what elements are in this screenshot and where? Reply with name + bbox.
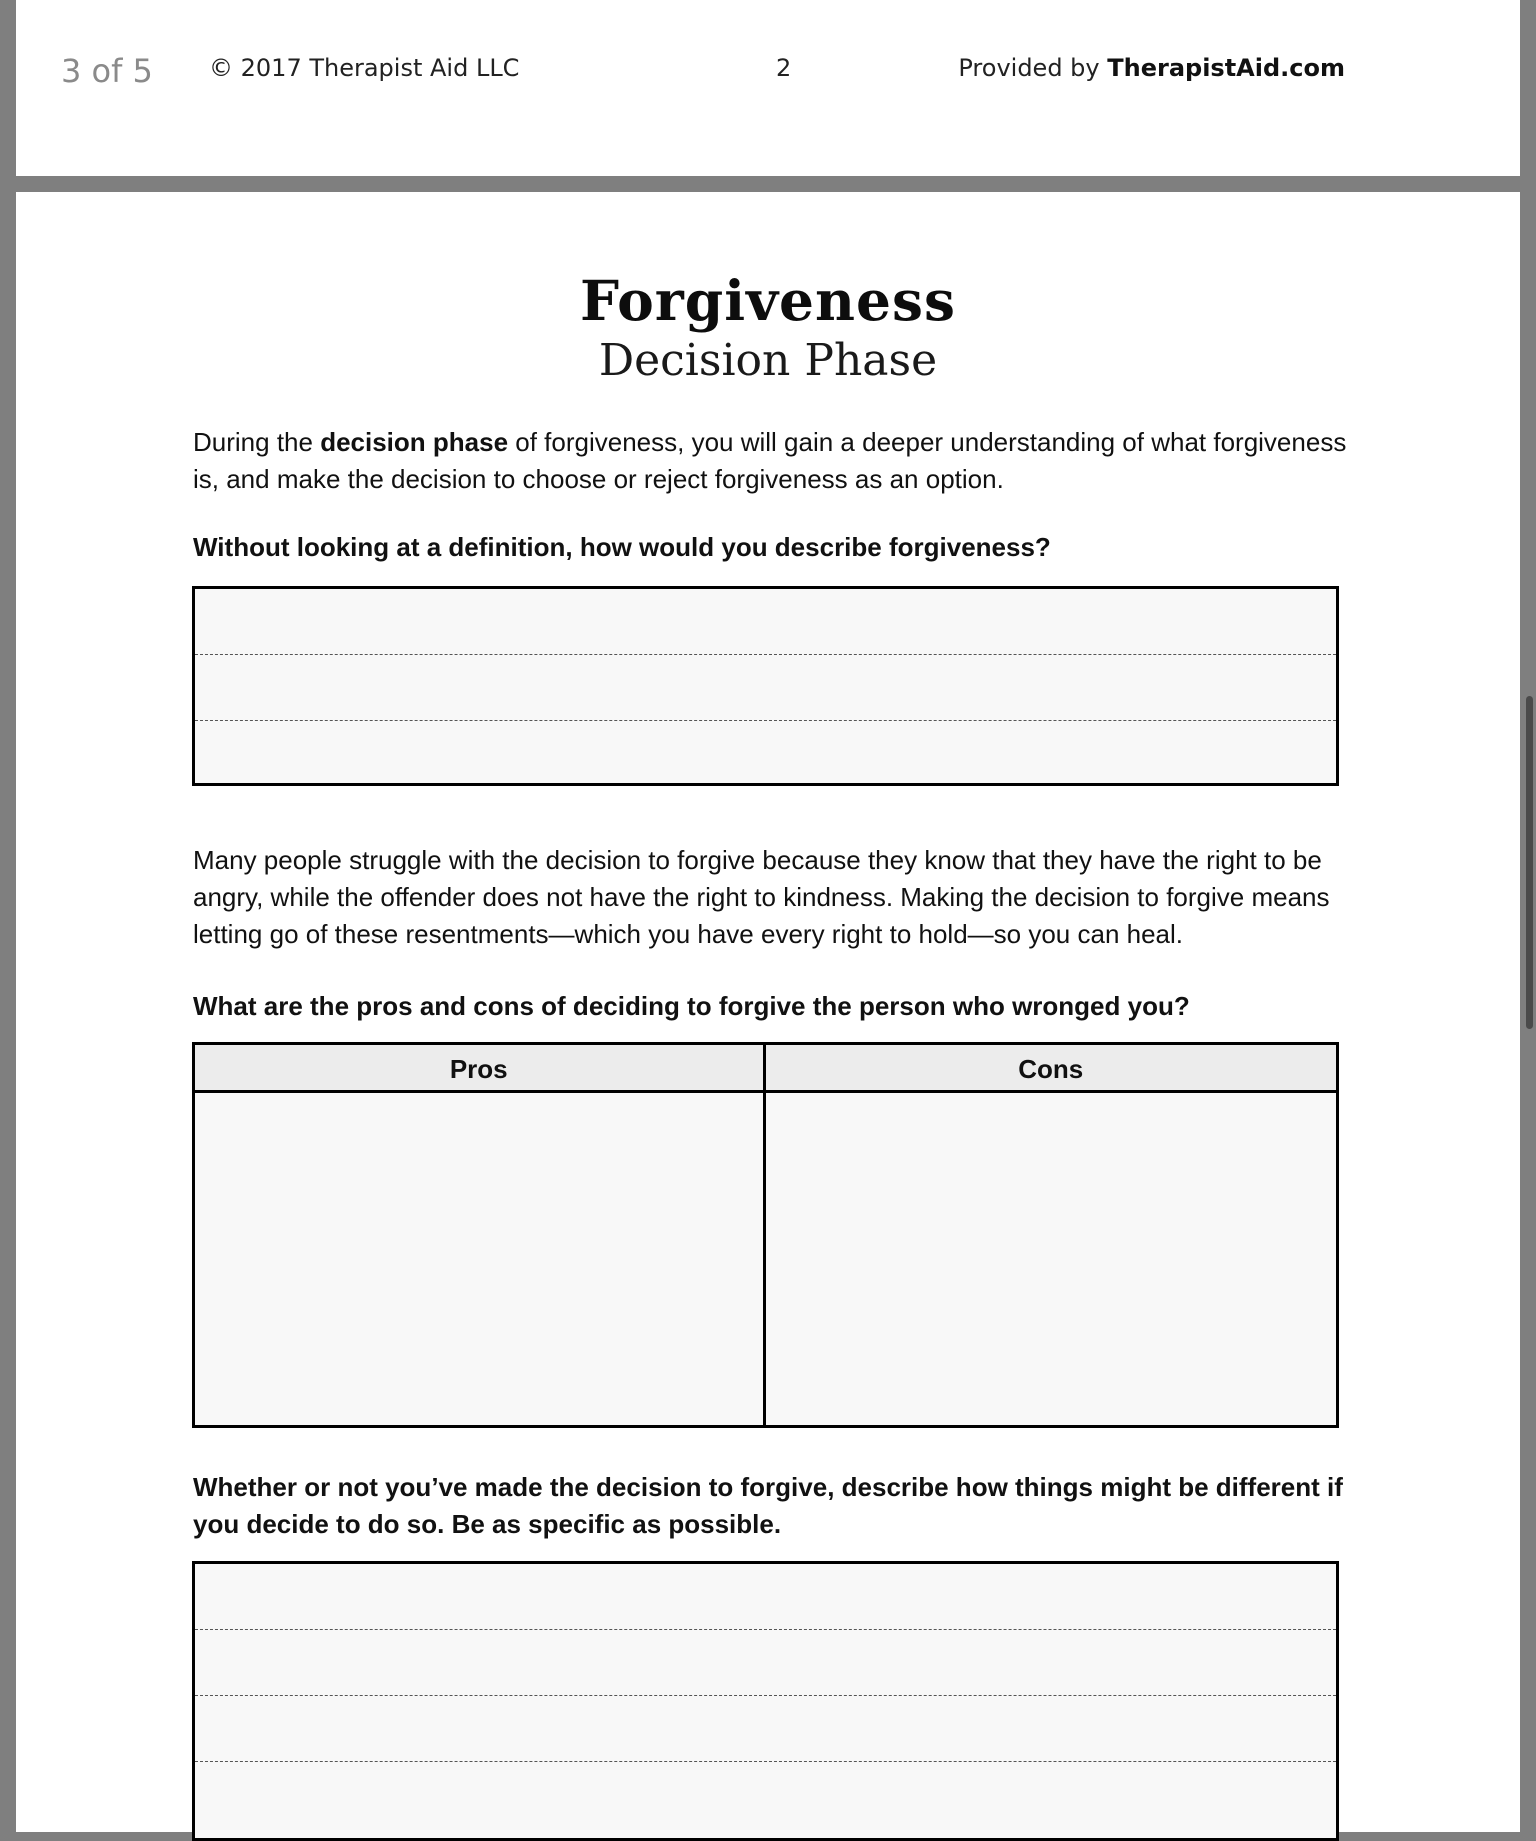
answer-box-describe-forgiveness[interactable] xyxy=(192,586,1339,786)
cons-answer-cell[interactable] xyxy=(766,1093,1337,1425)
intro-paragraph xyxy=(193,424,1363,498)
scrollbar-thumb[interactable] xyxy=(1526,696,1533,1029)
previous-page xyxy=(16,0,1520,176)
answer-line[interactable] xyxy=(195,1762,1336,1827)
intro-before: During the xyxy=(193,427,321,457)
pros-header: Pros xyxy=(195,1045,766,1093)
page-indicator: 3 of 5 xyxy=(61,52,153,90)
answer-line[interactable] xyxy=(195,1564,1336,1630)
answer-line[interactable] xyxy=(195,1696,1336,1762)
footer-copyright: © 2017 Therapist Aid LLC xyxy=(209,54,520,82)
question-describe-forgiveness: Without looking at a definition, how would you describe forgiveness? xyxy=(193,532,1051,562)
footer-provided-by xyxy=(958,54,1345,82)
answer-box-how-things-differ[interactable] xyxy=(192,1561,1339,1841)
worksheet-subtitle: Decision Phase xyxy=(598,335,938,386)
provided-brand: TherapistAid.com xyxy=(1107,54,1345,82)
cons-header: Cons xyxy=(766,1045,1337,1093)
answer-line[interactable] xyxy=(195,1630,1336,1696)
answer-line[interactable] xyxy=(195,721,1336,786)
pros-answer-cell[interactable] xyxy=(195,1093,766,1425)
footer-page-number: 2 xyxy=(776,54,792,82)
decision-paragraph: Many people struggle with the decision to forgive because they know that they have the right to be angry, while the offender does not have the right to kindness. Making the decision to forgive means letting go of these resentments—which you have every right to hold—so you can heal. xyxy=(193,845,1330,949)
provided-prefix: Provided by xyxy=(958,54,1108,82)
question-how-things-differ: Whether or not you’ve made the decision to forgive, describe how things might be different if you decide to do so. Be as specific as possible. xyxy=(193,1472,1343,1539)
worksheet-page xyxy=(16,192,1520,1832)
pros-cons-table xyxy=(192,1042,1339,1428)
intro-after: of forgiveness, you will gain a deeper understanding of what forgiveness is, and make the decision to choose or reject forgiveness as an option. xyxy=(193,427,1347,494)
intro-bold: decision phase xyxy=(320,427,509,457)
question-pros-cons: What are the pros and cons of deciding to forgive the person who wronged you? xyxy=(193,991,1190,1021)
worksheet-title: Forgiveness xyxy=(580,268,956,333)
answer-line[interactable] xyxy=(195,655,1336,721)
answer-line[interactable] xyxy=(195,589,1336,655)
